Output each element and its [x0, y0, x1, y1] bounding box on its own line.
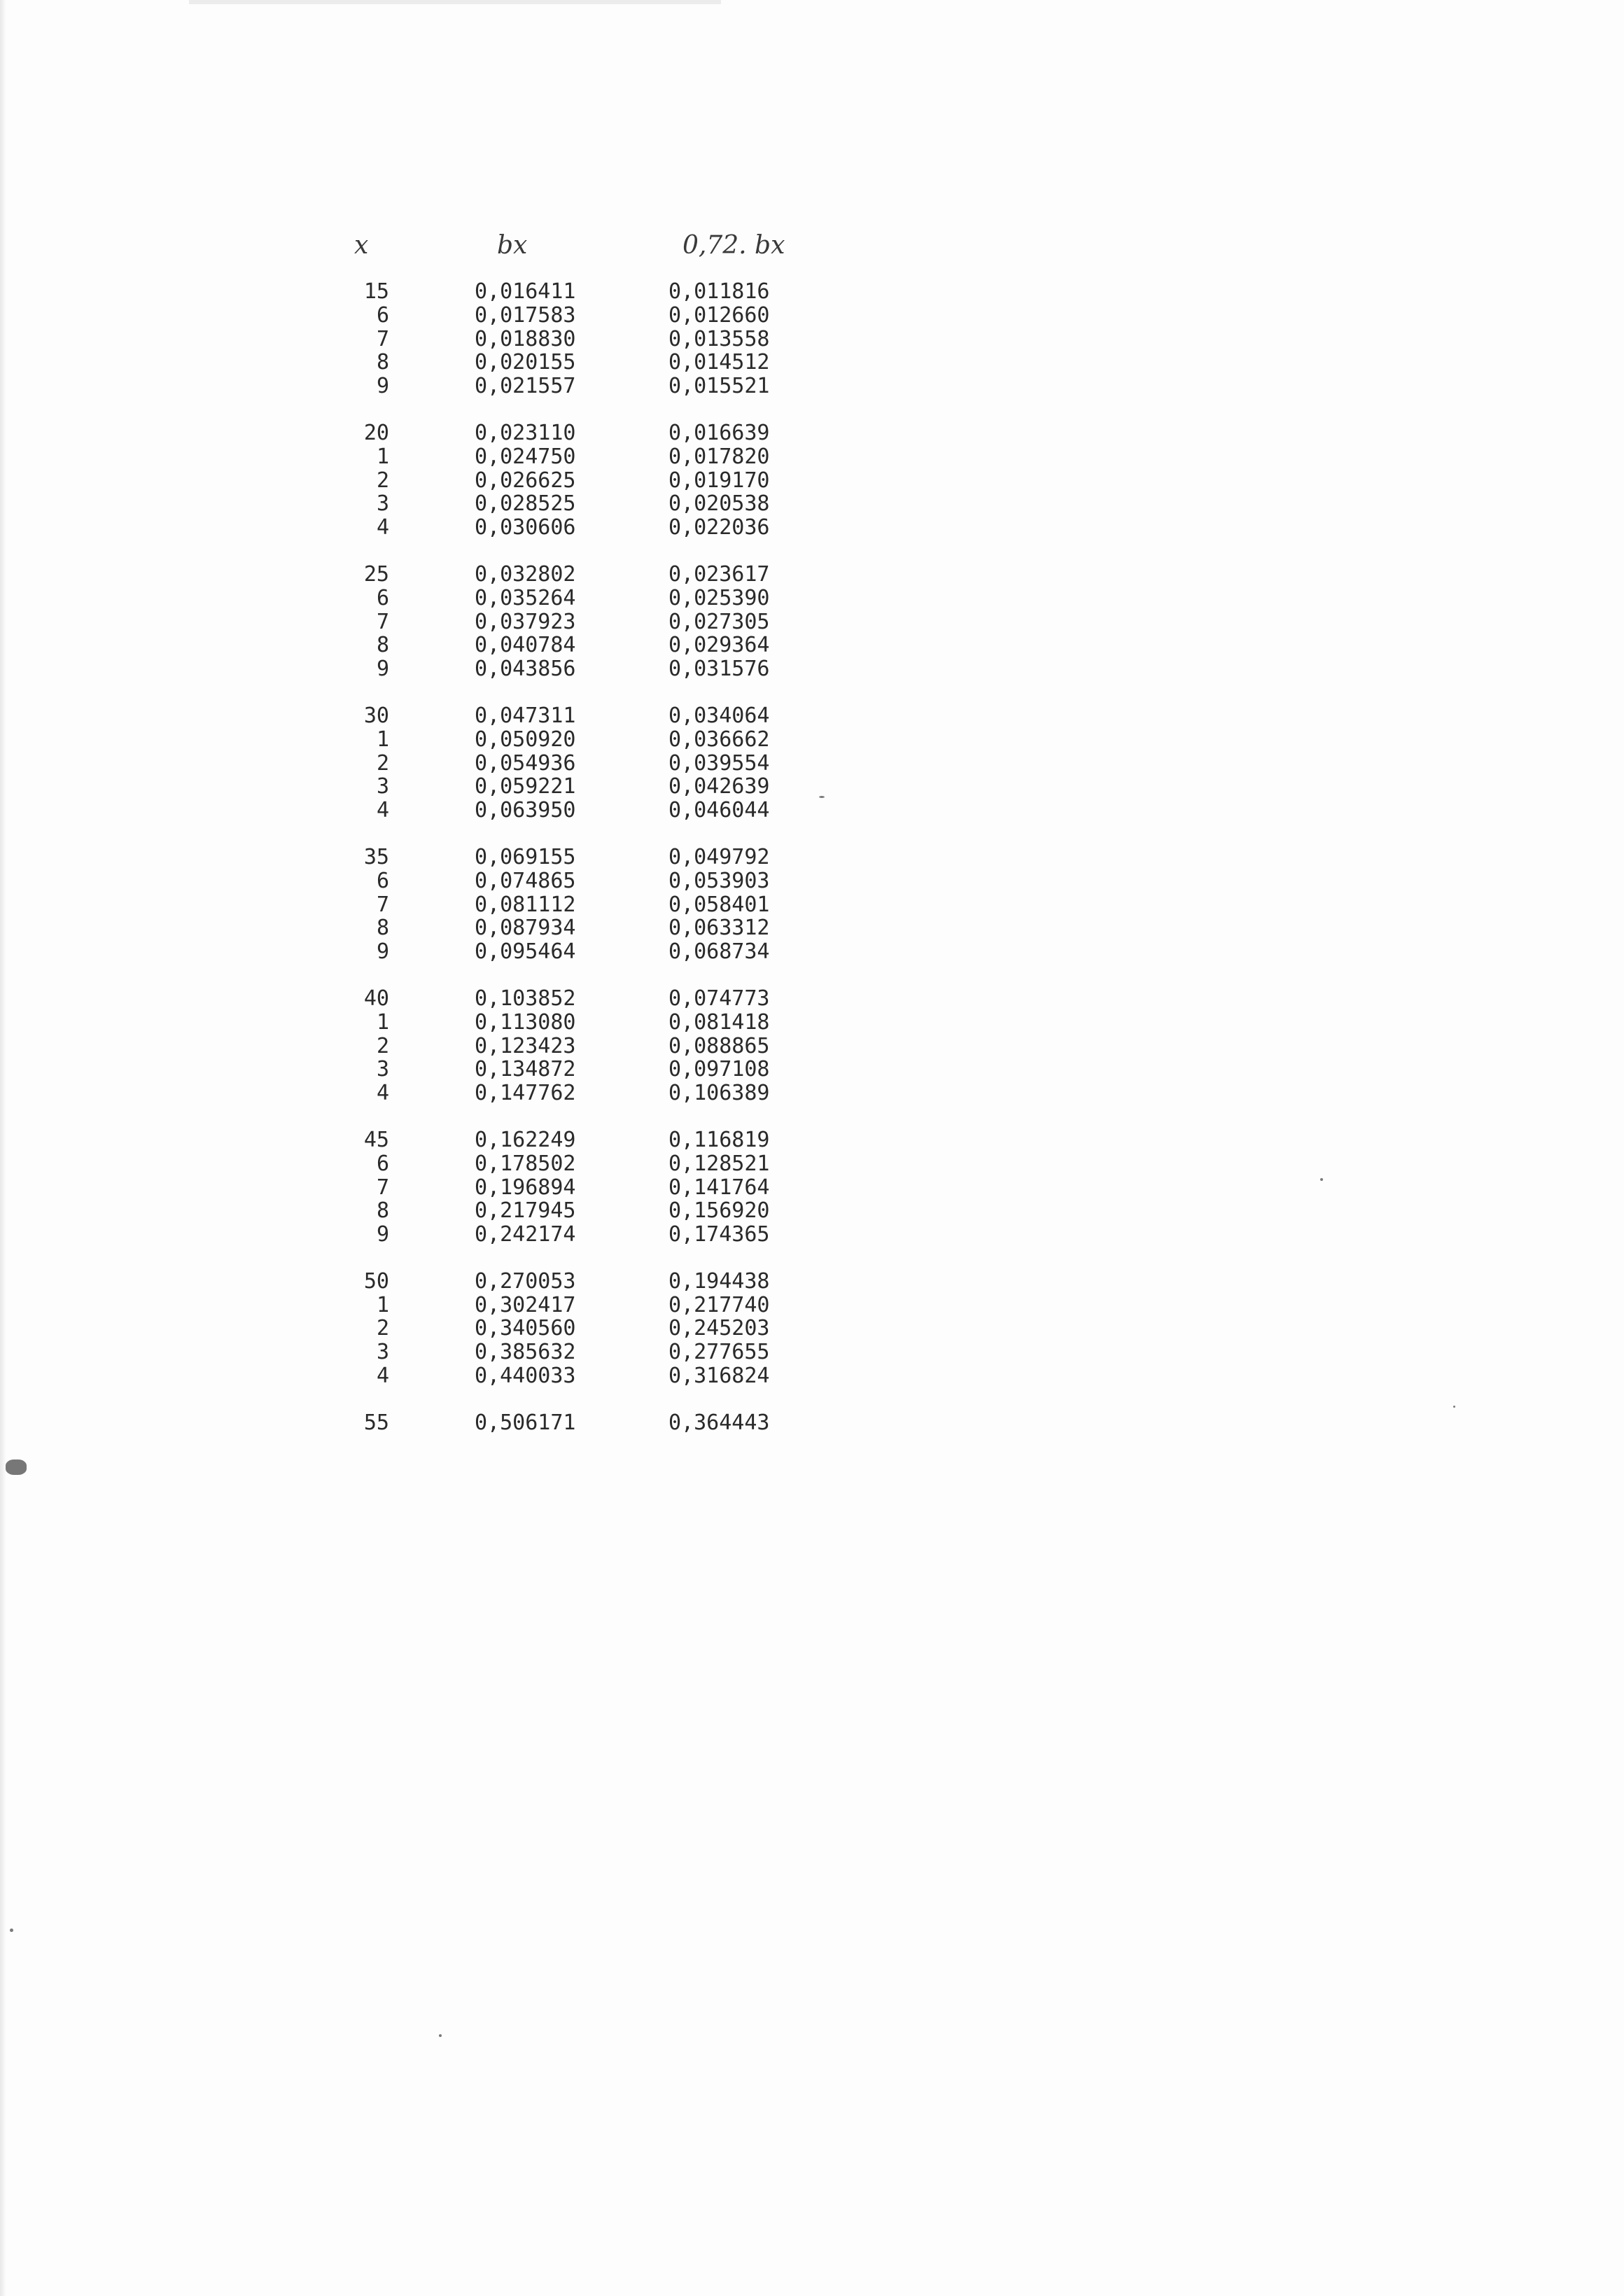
cell-b: 0,054936 [475, 750, 576, 776]
cell-c: 0,128521 [668, 1151, 770, 1176]
cell-x: 4 [376, 1364, 389, 1389]
cell-x: 50 [363, 1268, 389, 1294]
cell-b: 0,021557 [475, 374, 576, 399]
cell-x: 9 [376, 657, 389, 682]
cell-x: 3 [376, 1340, 389, 1365]
table-row [0, 1411, 1624, 1435]
row-group [0, 846, 1624, 964]
cell-b: 0,032802 [475, 561, 576, 587]
cell-x: 8 [376, 916, 389, 941]
table-row [0, 421, 1624, 445]
cell-c: 0,014512 [668, 350, 770, 375]
cell-b: 0,035264 [475, 585, 576, 610]
row-group [0, 704, 1624, 822]
cell-x: 2 [376, 1033, 389, 1058]
cell-x: 45 [363, 1127, 389, 1152]
cell-x: 30 [363, 703, 389, 728]
table-row [0, 304, 1624, 328]
table-row [0, 1340, 1624, 1364]
table-row [0, 634, 1624, 657]
cell-c: 0,025390 [668, 585, 770, 610]
table-row [0, 893, 1624, 917]
table-row [0, 775, 1624, 799]
table-row [0, 587, 1624, 610]
table-row [0, 610, 1624, 634]
cell-c: 0,039554 [668, 750, 770, 776]
row-group [0, 1270, 1624, 1388]
cell-c: 0,245203 [668, 1316, 770, 1341]
cell-x: 15 [363, 279, 389, 304]
table-row [0, 351, 1624, 374]
cell-x: 3 [376, 774, 389, 799]
cell-x: 3 [376, 1057, 389, 1082]
cell-c: 0,017820 [668, 444, 770, 469]
cell-b: 0,385632 [475, 1340, 576, 1365]
cell-c: 0,058401 [668, 892, 770, 917]
cell-b: 0,020155 [475, 350, 576, 375]
cell-b: 0,270053 [475, 1268, 576, 1294]
top-smudge [189, 0, 721, 4]
cell-c: 0,020538 [668, 491, 770, 517]
cell-c: 0,022036 [668, 515, 770, 540]
row-group [0, 987, 1624, 1105]
cell-c: 0,068734 [668, 939, 770, 965]
table-row [0, 328, 1624, 351]
cell-x: 7 [376, 609, 389, 634]
cell-c: 0,116819 [668, 1127, 770, 1152]
cell-x: 2 [376, 1316, 389, 1341]
cell-c: 0,053903 [668, 868, 770, 893]
table-row [0, 1317, 1624, 1340]
cell-c: 0,031576 [668, 657, 770, 682]
table-row [0, 1294, 1624, 1317]
cell-c: 0,049792 [668, 844, 770, 869]
table-row [0, 657, 1624, 681]
table-row [0, 869, 1624, 893]
cell-b: 0,103852 [475, 986, 576, 1011]
cell-x: 7 [376, 892, 389, 917]
cell-b: 0,147762 [475, 1081, 576, 1106]
cell-x: 1 [376, 1292, 389, 1317]
row-group [0, 421, 1624, 540]
cell-x: 8 [376, 633, 389, 658]
cell-c: 0,012660 [668, 302, 770, 328]
table-row [0, 374, 1624, 398]
cell-x: 2 [376, 468, 389, 493]
cell-b: 0,040784 [475, 633, 576, 658]
cell-x: 55 [363, 1410, 389, 1435]
cell-c: 0,036662 [668, 727, 770, 752]
cell-b: 0,087934 [475, 916, 576, 941]
cell-x: 6 [376, 585, 389, 610]
cell-c: 0,063312 [668, 916, 770, 941]
table-row [0, 728, 1624, 752]
cell-b: 0,026625 [475, 468, 576, 493]
cell-c: 0,027305 [668, 609, 770, 634]
cell-c: 0,081418 [668, 1009, 770, 1035]
column-header-b: bx [497, 231, 528, 260]
cell-x: 35 [363, 844, 389, 869]
cell-x: 6 [376, 1151, 389, 1176]
cell-c: 0,277655 [668, 1340, 770, 1365]
cell-c: 0,029364 [668, 633, 770, 658]
cell-b: 0,023110 [475, 420, 576, 445]
cell-x: 8 [376, 350, 389, 375]
cell-x: 9 [376, 1222, 389, 1247]
cell-b: 0,196894 [475, 1175, 576, 1200]
cell-b: 0,037923 [475, 609, 576, 634]
cell-c: 0,074773 [668, 986, 770, 1011]
table-row [0, 1082, 1624, 1105]
cell-c: 0,046044 [668, 798, 770, 823]
cell-c: 0,174365 [668, 1222, 770, 1247]
cell-x: 1 [376, 727, 389, 752]
table-row [0, 1128, 1624, 1152]
cell-b: 0,302417 [475, 1292, 576, 1317]
table-row [0, 563, 1624, 587]
cell-c: 0,042639 [668, 774, 770, 799]
cell-b: 0,217945 [475, 1198, 576, 1224]
table-row [0, 469, 1624, 493]
cell-x: 40 [363, 986, 389, 1011]
ink-blotch [6, 1460, 27, 1475]
cell-x: 6 [376, 302, 389, 328]
speck [10, 1928, 13, 1932]
cell-b: 0,016411 [475, 279, 576, 304]
cell-c: 0,019170 [668, 468, 770, 493]
cell-c: 0,156920 [668, 1198, 770, 1224]
table-row [0, 492, 1624, 516]
cell-b: 0,506171 [475, 1410, 576, 1435]
cell-b: 0,095464 [475, 939, 576, 965]
table-row [0, 1364, 1624, 1388]
cell-c: 0,015521 [668, 374, 770, 399]
cell-b: 0,017583 [475, 302, 576, 328]
cell-b: 0,074865 [475, 868, 576, 893]
cell-x: 3 [376, 491, 389, 517]
table-row [0, 1035, 1624, 1058]
table-row [0, 1270, 1624, 1294]
cell-x: 2 [376, 750, 389, 776]
cell-x: 9 [376, 939, 389, 965]
cell-c: 0,316824 [668, 1364, 770, 1389]
cell-b: 0,059221 [475, 774, 576, 799]
speck [439, 2034, 442, 2037]
cell-b: 0,178502 [475, 1151, 576, 1176]
cell-b: 0,162249 [475, 1127, 576, 1152]
table-row [0, 987, 1624, 1011]
cell-b: 0,030606 [475, 515, 576, 540]
table-row [0, 846, 1624, 869]
cell-c: 0,097108 [668, 1057, 770, 1082]
cell-b: 0,242174 [475, 1222, 576, 1247]
row-group [0, 563, 1624, 681]
cell-c: 0,023617 [668, 561, 770, 587]
table-row [0, 280, 1624, 304]
cell-c: 0,106389 [668, 1081, 770, 1106]
cell-x: 1 [376, 444, 389, 469]
cell-c: 0,011816 [668, 279, 770, 304]
table-row [0, 1152, 1624, 1176]
table-row [0, 1199, 1624, 1223]
cell-x: 25 [363, 561, 389, 587]
cell-x: 7 [376, 326, 389, 351]
cell-b: 0,069155 [475, 844, 576, 869]
row-group [0, 1128, 1624, 1247]
cell-c: 0,013558 [668, 326, 770, 351]
cell-b: 0,123423 [475, 1033, 576, 1058]
cell-c: 0,016639 [668, 420, 770, 445]
table-row [0, 916, 1624, 940]
cell-b: 0,028525 [475, 491, 576, 517]
cell-c: 0,034064 [668, 703, 770, 728]
cell-b: 0,134872 [475, 1057, 576, 1082]
cell-x: 7 [376, 1175, 389, 1200]
cell-b: 0,018830 [475, 326, 576, 351]
cell-c: 0,141764 [668, 1175, 770, 1200]
value-table [0, 280, 1624, 1458]
cell-b: 0,043856 [475, 657, 576, 682]
cell-b: 0,340560 [475, 1316, 576, 1341]
table-row [0, 1176, 1624, 1200]
cell-x: 4 [376, 1081, 389, 1106]
table-row [0, 445, 1624, 469]
cell-c: 0,217740 [668, 1292, 770, 1317]
column-header-c: 0,72. bx [682, 231, 785, 260]
cell-b: 0,113080 [475, 1009, 576, 1035]
cell-b: 0,024750 [475, 444, 576, 469]
table-row [0, 516, 1624, 540]
cell-b: 0,440033 [475, 1364, 576, 1389]
cell-c: 0,088865 [668, 1033, 770, 1058]
cell-x: 20 [363, 420, 389, 445]
row-group [0, 1411, 1624, 1435]
cell-b: 0,081112 [475, 892, 576, 917]
cell-x: 4 [376, 515, 389, 540]
row-group [0, 280, 1624, 398]
column-header-x: x [354, 231, 369, 260]
cell-x: 8 [376, 1198, 389, 1224]
cell-b: 0,047311 [475, 703, 576, 728]
table-row [0, 940, 1624, 964]
table-row [0, 704, 1624, 728]
cell-c: 0,194438 [668, 1268, 770, 1294]
cell-x: 4 [376, 798, 389, 823]
table-row [0, 799, 1624, 822]
table-row [0, 1223, 1624, 1247]
cell-x: 9 [376, 374, 389, 399]
cell-b: 0,063950 [475, 798, 576, 823]
table-row [0, 1058, 1624, 1082]
cell-b: 0,050920 [475, 727, 576, 752]
table-row [0, 1011, 1624, 1035]
cell-x: 1 [376, 1009, 389, 1035]
cell-x: 6 [376, 868, 389, 893]
cell-c: 0,364443 [668, 1410, 770, 1435]
table-row [0, 752, 1624, 776]
